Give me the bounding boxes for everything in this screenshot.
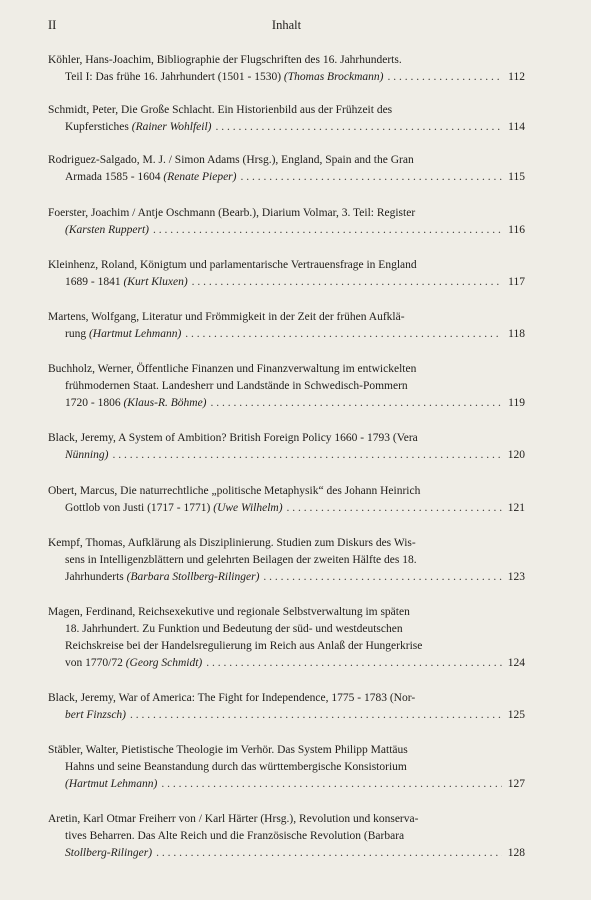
- entry-reviewer: Nünning): [65, 449, 109, 461]
- toc-entry: [48, 742, 525, 793]
- entry-reviewer: (Karsten Ruppert): [65, 224, 150, 236]
- entry-title-end: Armada 1585 - 1604: [65, 171, 161, 183]
- entry-page-number: 125: [507, 709, 525, 721]
- dot-leader: [161, 776, 501, 793]
- dot-leader: [192, 274, 503, 291]
- dot-leader: [241, 169, 503, 186]
- entry-last-line: [48, 69, 525, 86]
- toc-entry: [48, 604, 525, 672]
- entry-title-line: Obert, Marcus, Die naturrechtliche „politische Metaphysik“ des Johann Heinrich: [48, 485, 421, 497]
- dot-leader: [211, 395, 503, 412]
- entry-page-number: 118: [508, 328, 525, 340]
- entry-title-line: tives Beharren. Das Alte Reich und die Französische Revolution (Barbara: [65, 830, 405, 842]
- toc-entry: [48, 102, 525, 136]
- entry-last-line: [48, 119, 525, 136]
- entry-page-number: 124: [507, 657, 525, 669]
- entry-reviewer: (Barbara Stollberg-Rilinger): [126, 571, 260, 583]
- entry-title-end: Kupferstiches: [65, 121, 129, 133]
- dot-leader: [130, 707, 502, 724]
- entry-last-line: [48, 326, 525, 343]
- entry-page-number: 128: [507, 847, 525, 859]
- entry-page-number: 115: [508, 171, 525, 183]
- entry-title-end: 1720 - 1806: [65, 397, 121, 409]
- entry-title-line: Foerster, Joachim / Antje Oschmann (Bearb.), Diarium Volmar, 3. Teil: Register: [48, 207, 416, 219]
- entry-last-line: [48, 222, 525, 239]
- entry-title-line: Schmidt, Peter, Die Große Schlacht. Ein Historienbild aus der Frühzeit des: [48, 104, 393, 116]
- entry-title-line: Black, Jeremy, A System of Ambition? British Foreign Policy 1660 - 1793 (Vera: [48, 432, 418, 444]
- toc-entry: [48, 690, 525, 724]
- entry-last-line: [48, 569, 525, 586]
- dot-leader: [387, 69, 502, 86]
- entry-reviewer: (Uwe Wilhelm): [213, 502, 283, 514]
- toc-entry: [48, 205, 525, 239]
- entry-title-line: Buchholz, Werner, Öffentliche Finanzen und Finanzverwaltung im entwickelten: [48, 363, 417, 375]
- entry-reviewer: (Renate Pieper): [163, 171, 237, 183]
- dot-leader: [185, 326, 502, 343]
- toc-entry: [48, 811, 525, 862]
- entry-title-line: Reichskreise bei der Handelsregulierung im Reich aus Anlaß der Hungerkrise: [65, 640, 423, 652]
- dot-leader: [156, 845, 502, 862]
- toc-entry: [48, 483, 525, 517]
- entry-title-line: frühmodernen Staat. Landesherr und Landstände in Schwedisch-Pommern: [65, 380, 408, 392]
- entry-reviewer: (Klaus-R. Böhme): [123, 397, 207, 409]
- entry-title-line: Aretin, Karl Otmar Freiherr von / Karl Härter (Hrsg.), Revolution und konserva-: [48, 813, 419, 825]
- toc-entry: [48, 535, 525, 586]
- entry-title-line: Kempf, Thomas, Aufklärung als Disziplinierung. Studien zum Diskurs des Wis-: [48, 537, 416, 549]
- entry-title-line: Rodriguez-Salgado, M. J. / Simon Adams (Hrsg.), England, Spain and the Gran: [48, 154, 414, 166]
- entry-page-number: 123: [507, 571, 525, 583]
- entry-last-line: [48, 776, 525, 793]
- toc-entry: [48, 309, 525, 343]
- entry-page-number: 127: [507, 778, 525, 790]
- entry-page-number: 117: [508, 276, 525, 288]
- dot-leader: [112, 447, 501, 464]
- toc-entry: [48, 52, 525, 86]
- page-number: II: [48, 18, 57, 32]
- section-title: Inhalt: [271, 18, 302, 32]
- entry-title-line: Hahns und seine Beanstandung durch das württembergische Konsistorium: [65, 761, 407, 773]
- entry-title-line: Kleinhenz, Roland, Königtum und parlamentarische Vertrauensfrage in England: [48, 259, 417, 271]
- entry-page-number: 120: [507, 449, 525, 461]
- entry-title-line: Köhler, Hans-Joachim, Bibliographie der Flugschriften des 16. Jahrhunderts.: [48, 54, 402, 66]
- entry-title-line: 18. Jahrhundert. Zu Funktion und Bedeutung der süd- und westdeutschen: [65, 623, 403, 635]
- entry-last-line: [48, 447, 525, 464]
- entry-page-number: 119: [508, 397, 525, 409]
- dot-leader: [153, 222, 502, 239]
- entry-reviewer: Stollberg-Rilinger): [65, 847, 153, 859]
- entry-last-line: [48, 500, 525, 517]
- entry-last-line: [48, 169, 525, 186]
- entry-page-number: 121: [507, 502, 525, 514]
- toc-entry: [48, 257, 525, 291]
- entry-title-end: Jahrhunderts: [65, 571, 124, 583]
- entry-reviewer: (Georg Schmidt): [125, 657, 203, 669]
- entry-title-end: von 1770/72: [65, 657, 123, 669]
- entry-reviewer: (Kurt Kluxen): [123, 276, 188, 288]
- entry-title-line: Stäbler, Walter, Pietistische Theologie im Verhör. Das System Philipp Mattäus: [48, 744, 408, 756]
- entry-last-line: [48, 274, 525, 291]
- dot-leader: [263, 569, 501, 586]
- entry-page-number: 114: [508, 121, 525, 133]
- entry-reviewer: bert Finzsch): [65, 709, 127, 721]
- dot-leader: [206, 655, 502, 672]
- entry-last-line: [48, 395, 525, 412]
- entry-title-line: Martens, Wolfgang, Literatur und Frömmigkeit in der Zeit der frühen Aufklä-: [48, 311, 405, 323]
- entry-title-end: Gottlob von Justi (1717 - 1771): [65, 502, 211, 514]
- entry-page-number: 116: [508, 224, 525, 236]
- entry-title-end: rung: [65, 328, 87, 340]
- entry-title-line: Magen, Ferdinand, Reichsexekutive und regionale Selbstverwaltung im späten: [48, 606, 410, 618]
- entry-reviewer: (Hartmut Lehmann): [88, 328, 182, 340]
- entry-last-line: [48, 655, 525, 672]
- toc-entry: [48, 152, 525, 186]
- entry-page-number: 112: [508, 71, 525, 83]
- entry-reviewer: (Hartmut Lehmann): [65, 778, 158, 790]
- entry-title-end: 1689 - 1841: [65, 276, 121, 288]
- entry-title-line: Black, Jeremy, War of America: The Fight for Independence, 1775 - 1783 (Nor-: [48, 692, 416, 704]
- toc-entry: [48, 430, 525, 464]
- dot-leader: [216, 119, 503, 136]
- entry-reviewer: (Thomas Brockmann): [283, 71, 384, 83]
- entry-title-line: sens in Intelligenzblättern und gelehrten Beilagen der zweiten Hälfte des 18.: [65, 554, 417, 566]
- entry-last-line: [48, 845, 525, 862]
- entry-reviewer: (Rainer Wohlfeil): [131, 121, 212, 133]
- dot-leader: [287, 500, 502, 517]
- toc-entry: [48, 361, 525, 412]
- entry-last-line: [48, 707, 525, 724]
- running-head: [48, 14, 525, 38]
- entry-title-end: Teil I: Das frühe 16. Jahrhundert (1501 - 1530): [65, 71, 282, 83]
